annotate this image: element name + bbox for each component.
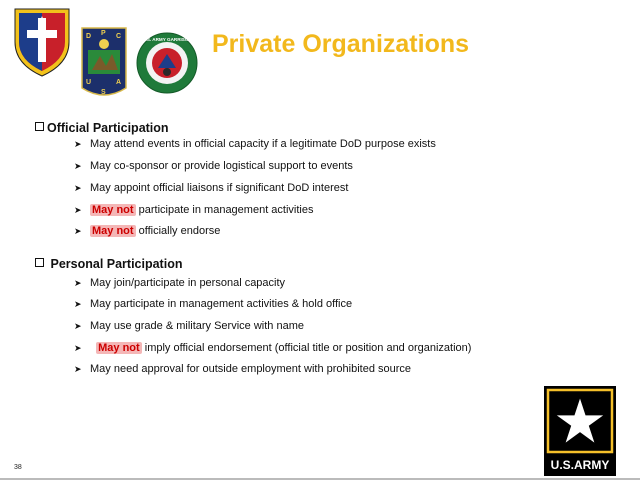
bullet-text: imply official endorsement (official title or position and organization) (141, 342, 472, 354)
may-not-highlight: May not (92, 225, 134, 237)
arrow-bullet-icon: ➤ (74, 321, 82, 331)
arrow-bullet-icon: ➤ (74, 226, 82, 236)
list-item (74, 342, 471, 354)
bullet-text: May attend events in official capacity if a legitimate DoD purpose exists (90, 138, 436, 150)
arrow-bullet-icon: ➤ (74, 139, 82, 149)
dpc-usa-badge-icon (80, 26, 128, 102)
dpc-letter-c: C (116, 33, 122, 40)
arrow-bullet-icon: ➤ (74, 299, 82, 309)
bullet-text: May join/participate in personal capacity (90, 277, 286, 289)
bullet-text: officially endorse (135, 225, 221, 237)
list-item (74, 225, 220, 237)
checkbox-bullet-icon (35, 258, 44, 267)
list-item (74, 298, 352, 310)
dpc-letter-s: S (101, 89, 106, 96)
bullet-text: May need approval for outside employment with prohibited source (90, 363, 412, 375)
list-item (74, 160, 353, 172)
page-number: 38 (14, 464, 22, 471)
bullet-text: May appoint official liaisons if significant DoD interest (90, 182, 349, 194)
us-army-star-logo (544, 386, 616, 476)
personal-heading-text: Personal Participation (50, 257, 183, 271)
dpc-letter-a: A (116, 79, 122, 86)
official-heading (35, 121, 169, 135)
checkbox-bullet-icon (35, 122, 44, 131)
garrison-seal-icon (136, 32, 198, 94)
official-heading-text: Official Participation (47, 121, 169, 135)
list-item (74, 320, 304, 332)
garrison-seal-text: U.S. ARMY GARRISON (142, 37, 192, 42)
dpc-letter-p: P (101, 30, 106, 37)
arrow-bullet-icon: ➤ (74, 343, 82, 353)
bullet-text: participate in management activities (135, 204, 314, 216)
arrow-bullet-icon: ➤ (74, 278, 82, 288)
bullet-text: May use grade & military Service with name (90, 320, 304, 332)
list-item (74, 363, 411, 375)
list-item (74, 204, 314, 216)
unit-shield-icon (12, 6, 72, 78)
bullet-text: May co-sponsor or provide logistical support to events (90, 160, 353, 172)
arrow-bullet-icon: ➤ (74, 205, 82, 215)
list-item (74, 277, 285, 289)
list-item (74, 182, 348, 194)
personal-heading (35, 257, 182, 271)
page-title: Private Organizations (212, 30, 470, 58)
list-item (74, 138, 436, 150)
may-not-highlight: May not (92, 204, 134, 216)
arrow-bullet-icon: ➤ (74, 183, 82, 193)
bullet-text: May participate in management activities & hold office (90, 298, 353, 310)
army-brand-text: U.S.ARMY (550, 458, 610, 472)
dpc-letter-d: D (86, 33, 92, 40)
may-not-highlight: May not (98, 342, 140, 354)
arrow-bullet-icon: ➤ (74, 364, 82, 374)
arrow-bullet-icon: ➤ (74, 161, 82, 171)
dpc-letter-u: U (86, 79, 92, 86)
